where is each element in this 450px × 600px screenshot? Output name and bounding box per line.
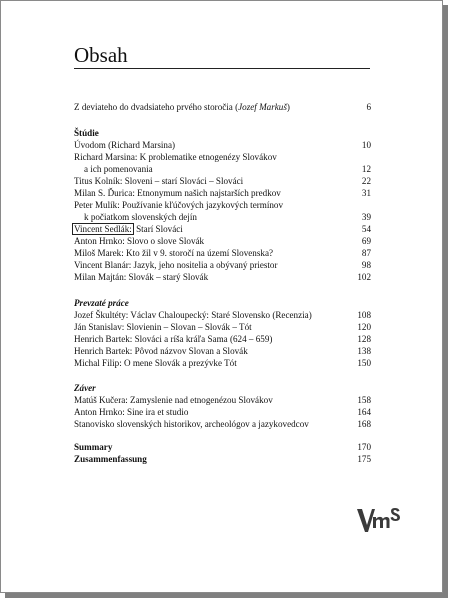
toc-entry-summary: Summary 170 <box>74 442 371 452</box>
toc-entry: Matúš Kučera: Zamyslenie nad etnogenézou Slovákov 158 <box>74 395 371 405</box>
toc-entry: Ján Stanislav: Slovienin – Slovan – Slovák – Tót 120 <box>74 322 371 332</box>
toc-entry-intro: Z deviateho do dvadsiateho prvého storočia (Jozef Markuš) 6 <box>74 102 371 112</box>
selected-author-box[interactable]: Vincent Sedlák: <box>74 224 132 234</box>
toc-page-number: 39 <box>361 212 371 222</box>
toc-page-number: 98 <box>361 260 371 270</box>
intro-author-name: Jozef Markuš <box>238 102 287 112</box>
toc-entry: Milan Majtán: Slovák – starý Slovák 102 <box>74 272 371 282</box>
toc-entry: Jozef Škultéty: Václav Chaloupecký: Staré Slovensko (Recenzia) 108 <box>74 310 371 320</box>
toc-entry: Titus Kolník: Sloveni – starí Slováci – Slováci 22 <box>74 176 371 186</box>
section-heading-prevzate: Prevzaté práce <box>74 298 129 308</box>
toc-page-number: 164 <box>357 407 371 417</box>
toc-page-number: 170 <box>357 442 371 452</box>
toc-entry: Henrich Bartek: Pôvod názvov Slovan a Slovák 138 <box>74 346 371 356</box>
toc-entry-zusammenfassung: Zusammenfassung 175 <box>74 454 371 464</box>
toc-page-number: 12 <box>361 164 371 174</box>
section-heading-zaver: Záver <box>74 383 96 393</box>
toc-page-number: 54 <box>361 224 371 234</box>
toc-entry-continuation: a ich pomenovania 12 <box>84 164 371 174</box>
toc-entry: Richard Marsina: K problematike etnogenézy Slovákov <box>74 152 277 162</box>
title-rule <box>74 68 370 69</box>
toc-page-number: 31 <box>361 188 371 198</box>
toc-entry: Vincent Blanár: Jazyk, jeho nositelia a obývaný priestor 98 <box>74 260 371 270</box>
toc-page-number: 138 <box>357 346 371 356</box>
toc-page-number: 102 <box>357 272 371 282</box>
toc-page-number: 120 <box>357 322 371 332</box>
toc-page-number: 108 <box>357 310 371 320</box>
toc-entry: Úvodom (Richard Marsina) 10 <box>74 140 371 150</box>
section-heading-studie: Štúdie <box>74 128 99 138</box>
page-shadow-bottom <box>5 593 448 598</box>
toc-entry: Peter Mulík: Používanie kľúčových jazykových termínov <box>74 200 284 210</box>
toc-page-number: 168 <box>357 419 371 429</box>
toc-page-number: 158 <box>357 395 371 405</box>
toc-entry: Stanovisko slovenských historikov, archeológov a jazykovedcov 168 <box>74 419 371 429</box>
toc-page-number: 175 <box>357 454 371 464</box>
page-shadow-right <box>443 5 448 597</box>
toc-page-number: 10 <box>361 140 371 150</box>
toc-entry: Milan S. Ďurica: Etnonymum našich najstarších predkov 31 <box>74 188 371 198</box>
toc-entry-selected: Vincent Sedlák: Starí Slováci 54 <box>74 224 371 234</box>
vms-publisher-logo-icon <box>355 505 403 535</box>
toc-page-number: 87 <box>361 248 371 258</box>
toc-page-number: 69 <box>361 236 371 246</box>
toc-entry: Henrich Bartek: Slováci a ríša kráľa Sama (624 – 659) 128 <box>74 334 371 344</box>
toc-entry-continuation: k počiatkom slovenských dejín 39 <box>84 212 371 222</box>
toc-page-number: 22 <box>361 176 371 186</box>
toc-page-number: 128 <box>357 334 371 344</box>
toc-entry: Miloš Marek: Kto žil v 9. storočí na území Slovenska? 87 <box>74 248 371 258</box>
toc-entry: Anton Hrnko: Sine ira et studio 164 <box>74 407 371 417</box>
toc-entry: Anton Hrnko: Slovo o slove Slovák 69 <box>74 236 371 246</box>
toc-page-number: 150 <box>357 358 371 368</box>
page-title: Obsah <box>74 43 128 67</box>
toc-entry: Michal Filip: O mene Slovák a prezývke Tót 150 <box>74 358 371 368</box>
toc-page-number: 6 <box>366 102 371 112</box>
